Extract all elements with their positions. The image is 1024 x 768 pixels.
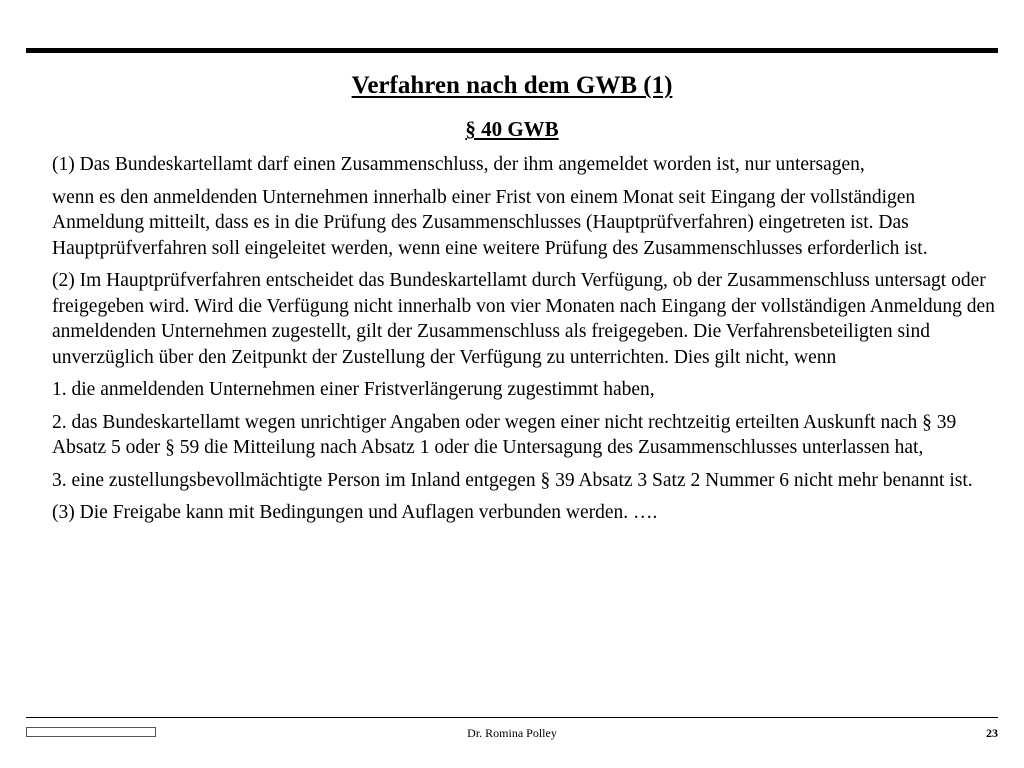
list-item-1: 1. die anmeldenden Unternehmen einer Fristverlängerung zugestimmt haben,: [52, 379, 655, 400]
paragraph-1: (1) Das Bundeskartellamt darf einen Zusammenschluss, der ihm angemeldet worden ist, nur untersagen,: [52, 154, 865, 175]
paragraph-3: (2) Im Hauptprüfverfahren entscheidet das Bundeskartellamt durch Verfügung, ob der Zusammenschluss untersagt oder freigegeben wird. Wird die Verfügung nicht innerhalb von vier Monaten nach Eingang der vollständigen Anmeldung den anmeldenden Unternehmen zugestellt, gilt der Zusammenschluss als freigegeben. Die Verfahrensbeteiligten sind unverzüglich über den Zeitpunkt der Zustellung der Verfügung zu unterrichten. Dies gilt nicht, wenn: [52, 270, 995, 368]
list-item-3: 3. eine zustellungsbevollmächtigte Person im Inland entgegen § 39 Absatz 3 Satz 2 Nummer 6 nicht mehr benannt ist.: [52, 469, 973, 491]
page-number: 23: [986, 726, 998, 740]
slide-title: Verfahren nach dem GWB (1): [351, 72, 673, 99]
paragraph-4: (3) Die Freigabe kann mit Bedingungen und Auflagen verbunden werden. ….: [52, 502, 658, 523]
list-item-2: 2. das Bundeskartellamt wegen unrichtiger Angaben oder wegen einer nicht rechtzeitig erteilten Auskunft nach § 39 Absatz 5 oder § 59 die Mitteilung nach Absatz 1 oder die Untersagung des Zusammenschlusses unterlassen hat,: [52, 411, 957, 458]
bottom-divider: [26, 717, 998, 718]
slide-subtitle: § 40 GWB: [465, 117, 559, 141]
paragraph-2: wenn es den anmeldenden Unternehmen innerhalb einer Frist von einem Monat seit Eingang der vollständigen Anmeldung mitteilt, dass es in die Prüfung des Zusammenschlusses (Hauptprüfverfahren) eingetreten ist. Das Hauptprüfverfahren soll eingeleitet werden, wenn eine weitere Prüfung des Zusammenschlusses erforderlich ist.: [52, 186, 928, 259]
slide-body: [52, 152, 998, 533]
top-divider: [26, 48, 998, 53]
footer-author: Dr. Romina Polley: [467, 726, 557, 740]
